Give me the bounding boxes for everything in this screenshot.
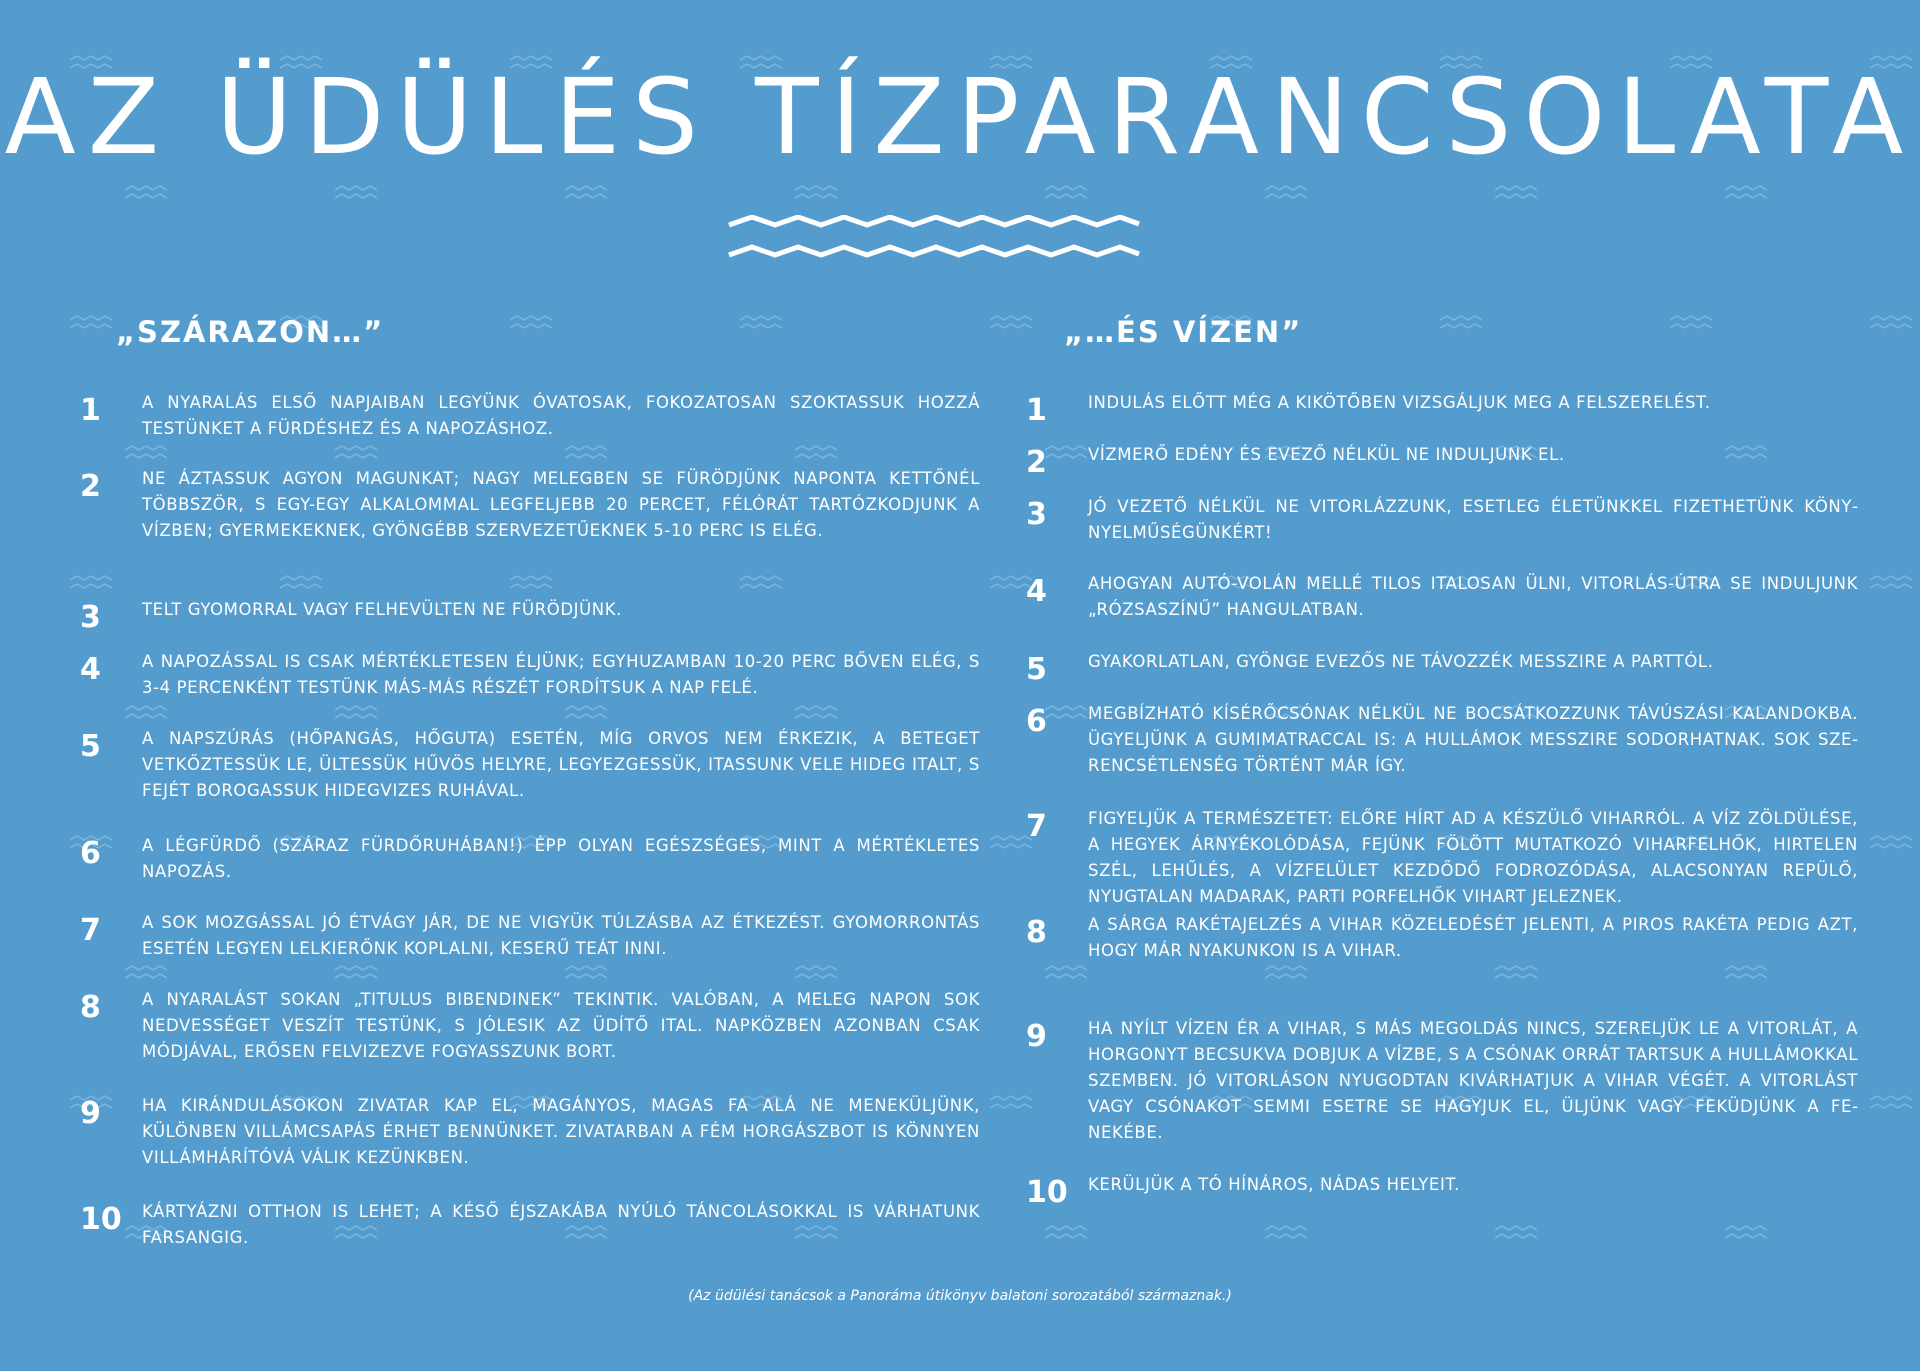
left-column-heading: „SZÁRAZON…” — [116, 315, 385, 349]
wave-pattern-icon — [335, 706, 377, 718]
wave-pattern-icon — [1870, 316, 1912, 328]
wave-pattern-icon — [1870, 836, 1912, 848]
rule-text: KÁRTYÁZNI OTTHON IS LEHET; A KÉSŐ ÉJSZAKÁBA NYÚLÓ TÁNCOLÁSOKKAL IS VÁRHATUNK FARSANGIG. — [142, 1202, 980, 1247]
rule-text: A NAPSZÚRÁS (HŐPANGÁS, HŐGUTA) ESETÉN, MÍG ORVOS NEM ÉRKEZIK, A BETEGET VETKŐZTESSÜK LE, ÜLTESSÜK HŰVÖS HELYRE, LEGYEZGESSÜK, ITASSUNK VELE HIDEG ITALT, S FEJÉT BOROGASSUK HIDEGVIZES RUHÁVAL. — [142, 729, 980, 800]
rule-text: A LÉGFÜRDŐ (SZÁRAZ FÜRDŐRUHÁBAN!) ÉPP OLYAN EGÉSZSÉGES, MINT A MÉRTÉKLETES NAPOZÁS. — [142, 836, 980, 881]
rule-text: INDULÁS ELŐTT MÉG A KIKÖTŐBEN VIZSGÁLJUK MEG A FELSZERELÉST. — [1088, 393, 1711, 412]
wave-pattern-icon — [510, 316, 552, 328]
wave-pattern-icon — [125, 706, 167, 718]
wave-pattern-icon — [1045, 966, 1087, 978]
wave-pattern-icon — [280, 576, 322, 588]
rule-number: 8 — [1026, 915, 1047, 950]
wave-pattern-icon — [1045, 706, 1087, 718]
rule-number: 7 — [80, 913, 101, 948]
wave-pattern-icon — [795, 706, 837, 718]
rule-text: KERÜLJÜK A TÓ HÍNÁROS, NÁDAS HELYEIT. — [1088, 1175, 1460, 1194]
wave-pattern-icon — [795, 446, 837, 458]
rule-text: HA NYÍLT VÍZEN ÉR A VIHAR, S MÁS MEGOLDÁS NINCS, SZERELJÜK LE A VITORLÁT, A HORGONYT BECSUKVA DOBJUK A VÍZBE, S A CSÓNAK ORRÁT TARTSUK A HULLÁMOKKAL SZEMBEN. JÓ VITORLÁSON NYUGODTAN KIVÁRHATJUK A VIHAR VÉGÉT. A VITORLÁST VAGY CSÓNAKOT SEMMI ESETRE SE HAGYJUK EL, ÜLJÜNK VAGY FEKÜDJÜNK A FENEKÉBE. — [1088, 1019, 1858, 1142]
wave-pattern-icon — [795, 966, 837, 978]
rule-number: 1 — [80, 393, 101, 428]
rule-number: 2 — [80, 469, 101, 504]
rule-number: 4 — [1026, 574, 1047, 609]
wave-pattern-icon — [70, 316, 112, 328]
wave-pattern-icon — [740, 576, 782, 588]
wave-pattern-icon — [990, 316, 1032, 328]
wave-pattern-icon — [990, 1096, 1032, 1108]
rule-number: 4 — [80, 652, 101, 687]
wave-pattern-icon — [1495, 1226, 1537, 1238]
wave-pattern-icon — [70, 576, 112, 588]
rule-number: 6 — [1026, 704, 1047, 739]
rule-text: A NYARALÁST SOKAN „TITULUS BIBENDINEK” TEKINTIK. VALÓBAN, A MELEG NAPON SOK NEDVESSÉGET VESZÍT TESTÜNK, S JÓLESIK AZ ÜDÍTŐ ITAL. NAPKÖZBEN AZONBAN CSAK MÓDJÁVAL, ERŐSEN FELVIZEZVE FOGYASSZUNK BORT. — [142, 990, 980, 1061]
wave-pattern-icon — [795, 186, 837, 198]
wave-pattern-icon — [565, 446, 607, 458]
rule-number: 8 — [80, 990, 101, 1025]
wave-pattern-icon — [1045, 186, 1087, 198]
wave-pattern-icon — [125, 186, 167, 198]
wave-pattern-icon — [335, 966, 377, 978]
rule-text: TELT GYOMORRAL VAGY FELHEVÜLTEN NE FÜRÖDJÜNK. — [142, 600, 623, 619]
wave-pattern-icon — [1870, 576, 1912, 588]
wave-pattern-icon — [1725, 1226, 1767, 1238]
wave-pattern-icon — [1045, 1226, 1087, 1238]
rule-number: 10 — [1026, 1175, 1068, 1210]
wave-pattern-icon — [335, 446, 377, 458]
rule-number: 3 — [80, 600, 101, 635]
rule-text: FIGYELJÜK A TERMÉSZETET: ELŐRE HÍRT AD A KÉSZÜLŐ VIHARRÓL. A VÍZ ZÖLDÜLÉSE, A HEGYEK ÁRNYÉKOLÓDÁSA, FEJÜNK FÖLÖTT MUTATKOZÓ VIHARFELHŐK, HIRTELEN SZÉL, LEHŰLÉS, A VÍZFELÜLET KEZDŐDŐ FODROZÓDÁSA, ALACSONYAN REPÜLŐ, NYUGTALAN MADARAK, PARTI PORFELHŐK VIHART JELEZNEK. — [1088, 809, 1858, 906]
wave-pattern-icon — [1265, 1226, 1307, 1238]
wave-pattern-icon — [565, 706, 607, 718]
wave-pattern-icon — [510, 576, 552, 588]
rule-number: 6 — [80, 836, 101, 871]
rule-text: HA KIRÁNDULÁSOKON ZIVATAR KAP EL, MAGÁNYOS, MAGAS FA ALÁ NE MENEKÜLJÜNK, KÜLÖNBEN VILLÁMCSAPÁS ÉRHET BENNÜNKET. ZIVATARBAN A FÉM HORGÁSZBOT IS KÖNNYEN VILLÁMHÁRÍTÓVÁ VÁLIK KEZÜNKBEN. — [142, 1096, 980, 1167]
rule-text: GYAKORLATLAN, GYÖNGE EVEZŐS NE TÁVOZZÉK MESSZIRE A PARTTÓL. — [1088, 652, 1714, 671]
wave-pattern-icon — [1725, 186, 1767, 198]
rule-number: 2 — [1026, 445, 1047, 480]
rule-number: 1 — [1026, 393, 1047, 428]
footnote: (Az üdülési tanácsok a Panoráma útikönyv balatoni sorozatából származnak.) — [688, 1288, 1232, 1304]
rule-number: 9 — [80, 1096, 101, 1131]
rule-number: 3 — [1026, 497, 1047, 532]
rule-text: A SÁRGA RAKÉTAJELZÉS A VIHAR KÖZELEDÉSÉT JELENTI, A PIROS RAKÉTA PEDIG AZT, HOGY MÁR NYAKUNKON IS A VIHAR. — [1088, 915, 1858, 960]
wave-pattern-icon — [565, 966, 607, 978]
right-column-heading: „…ÉS VÍZEN” — [1064, 315, 1303, 349]
wave-pattern-icon — [1870, 1096, 1912, 1108]
wave-divider-icon — [727, 215, 1141, 259]
page-title: AZ ÜDÜLÉS TÍZPARANCSOLATA — [4, 56, 1916, 178]
rule-text: A NYARALÁS ELSŐ NAPJAIBAN LEGYÜNK ÓVATOSAK, FOKOZATOSAN SZOKTASSUK HOZZÁ TESTÜNKET A FÜRDÉSHEZ ÉS A NAPOZÁSHOZ. — [142, 393, 980, 438]
rule-text: VÍZMERŐ EDÉNY ÉS EVEZŐ NÉLKÜL NE INDULJUNK EL. — [1088, 445, 1565, 464]
wave-pattern-icon — [125, 446, 167, 458]
rule-text: JÓ VEZETŐ NÉLKÜL NE VITORLÁZZUNK, ESETLEG ÉLETÜNKKEL FIZETHETÜNK KÖNYNYELMŰSÉGÜNKÉRT! — [1088, 497, 1858, 542]
wave-pattern-icon — [1725, 966, 1767, 978]
rule-text: A NAPOZÁSSAL IS CSAK MÉRTÉKLETESEN ÉLJÜNK; EGYHUZAMBAN 10-20 PERC BŐVEN ELÉG, S 3-4 PERCENKÉNT TESTÜNK MÁS-MÁS RÉSZÉT FORDÍTSUK A NAP FELÉ. — [142, 652, 980, 697]
wave-pattern-icon — [565, 186, 607, 198]
wave-pattern-icon — [1440, 316, 1482, 328]
rule-text: AHOGYAN AUTÓ-VOLÁN MELLÉ TILOS ITALOSAN ÜLNI, VITORLÁS-ÚTRA SE INDULJUNK „RÓZSASZÍNŰ” HANGULATBAN. — [1088, 574, 1858, 619]
rule-number: 7 — [1026, 809, 1047, 844]
rule-number: 5 — [1026, 652, 1047, 687]
rule-number: 9 — [1026, 1019, 1047, 1054]
wave-pattern-icon — [1670, 316, 1712, 328]
rule-number: 10 — [80, 1202, 122, 1237]
wave-pattern-icon — [1495, 966, 1537, 978]
wave-pattern-icon — [125, 966, 167, 978]
wave-pattern-icon — [1495, 186, 1537, 198]
wave-pattern-icon — [740, 316, 782, 328]
wave-pattern-icon — [1265, 186, 1307, 198]
rule-text: NE ÁZTASSUK AGYON MAGUNKAT; NAGY MELEGBEN SE FÜRÖDJÜNK NAPONTA KETTŐNÉL TÖBBSZÖR, S EGY-EGY ALKALOMMAL LEGFELJEBB 20 PERCET, FÉLÓRÁT TARTÓZKODJUNK A VÍZBEN; GYERMEKEKNEK, GYÖNGÉBB SZERVEZETŰEKNEK 5-10 PERC IS ELÉG. — [142, 469, 980, 540]
rule-text: A SOK MOZGÁSSAL JÓ ÉTVÁGY JÁR, DE NE VIGYÜK TÚLZÁSBA AZ ÉTKEZÉST. GYOMORRONTÁS ESETÉN LEGYEN LELKIERŐNK KOPLALNI, KESERŰ TEÁT INNI. — [142, 913, 980, 958]
rule-text: MEGBÍZHATÓ KÍSÉRŐCSÓNAK NÉLKÜL NE BOCSÁTKOZZUNK TÁVÚSZÁSI KALANDOKBA. ÜGYELJÜNK A GUMIMATRACCAL IS: A HULLÁMOK MESSZIRE SODORHATNAK. SOK SZERENCSÉTLENSÉG TÖRTÉNT MÁR ÍGY. — [1088, 704, 1858, 775]
rule-number: 5 — [80, 729, 101, 764]
wave-pattern-icon — [1265, 966, 1307, 978]
wave-pattern-icon — [1045, 446, 1087, 458]
wave-pattern-icon — [335, 186, 377, 198]
